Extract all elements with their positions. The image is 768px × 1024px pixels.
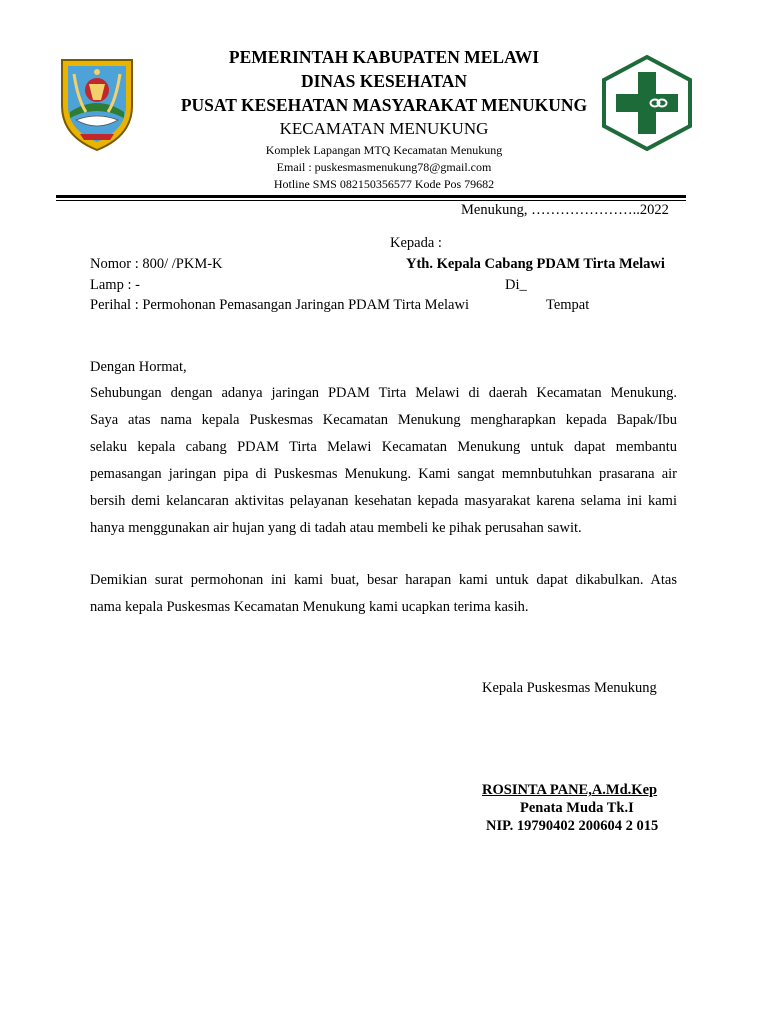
signature-name: ROSINTA PANE,A.Md.Kep <box>482 782 658 798</box>
recipient: Yth. Kepala Cabang PDAM Tirta Melawi <box>406 256 665 272</box>
paragraph-line: bersih demi kelancaran aktivitas pelayanan kesehatan kepada masyarakat karena selama ini kami <box>90 493 677 509</box>
letterhead-hotline: Hotline SMS 082150356577 Kode Pos 79682 <box>273 177 495 191</box>
paragraph-line: Saya atas nama kepala Puskesmas Kecamatan Menukung mengharapkan kepada Bapak/Ibu <box>90 412 677 428</box>
letterhead-gov: PEMERINTAH KABUPATEN MELAWI <box>228 47 540 67</box>
body-paragraph-1 <box>90 380 677 542</box>
letter-number: Nomor : 800/ /PKM-K <box>90 256 223 272</box>
letterhead-address: Komplek Lapangan MTQ Kecamatan Menukung <box>265 143 503 157</box>
paragraph-line: hanya menggunakan air hujan yang di tadah atau membeli ke pihak perusahan sawit. <box>90 520 582 536</box>
date-line: Menukung, …………………..2022 <box>461 202 669 218</box>
paragraph-line: Demikian surat permohonan ini kami buat, besar harapan kami untuk dapat dikabulkan. Atas <box>90 572 677 588</box>
paragraph-line: pemasangan jaringan pipa di Puskesmas Menukung. Kami sangat memnbutuhkan prasarana air <box>90 466 677 482</box>
signature-rank: Penata Muda Tk.I <box>520 800 634 816</box>
letterhead-rule-thin <box>56 200 686 201</box>
paragraph-line: selaku kepala cabang PDAM Tirta Melawi Kecamatan Menukung untuk dapat membantu <box>90 439 677 455</box>
letterhead-district: KECAMATAN MENUKUNG <box>279 119 489 138</box>
kepada-label: Kepada : <box>390 235 442 251</box>
recipient-place: Tempat <box>546 297 590 313</box>
letterhead-rule-thick <box>56 195 686 198</box>
letterhead-email: Email : puskesmasmenukung78@gmail.com <box>276 160 492 174</box>
attachment: Lamp : - <box>90 277 140 293</box>
recipient-di: Di_ <box>505 277 527 293</box>
body-paragraph-2 <box>90 567 677 621</box>
signature-nip: NIP. 19790402 200604 2 015 <box>486 818 659 834</box>
greeting: Dengan Hormat, <box>90 359 187 375</box>
paragraph-line: nama kepala Puskesmas Kecamatan Menukung kami ucapkan terima kasih. <box>90 599 529 615</box>
letterhead-dept: DINAS KESEHATAN <box>300 71 468 91</box>
subject: Perihal : Permohonan Pemasangan Jaringan PDAM Tirta Melawi <box>90 297 469 313</box>
signature-title: Kepala Puskesmas Menukung <box>482 680 657 696</box>
paragraph-line: Sehubungan dengan adanya jaringan PDAM Tirta Melawi di daerah Kecamatan Menukung. <box>90 385 677 401</box>
letterhead-center: PUSAT KESEHATAN MASYARAKAT MENUKUNG <box>180 95 588 115</box>
